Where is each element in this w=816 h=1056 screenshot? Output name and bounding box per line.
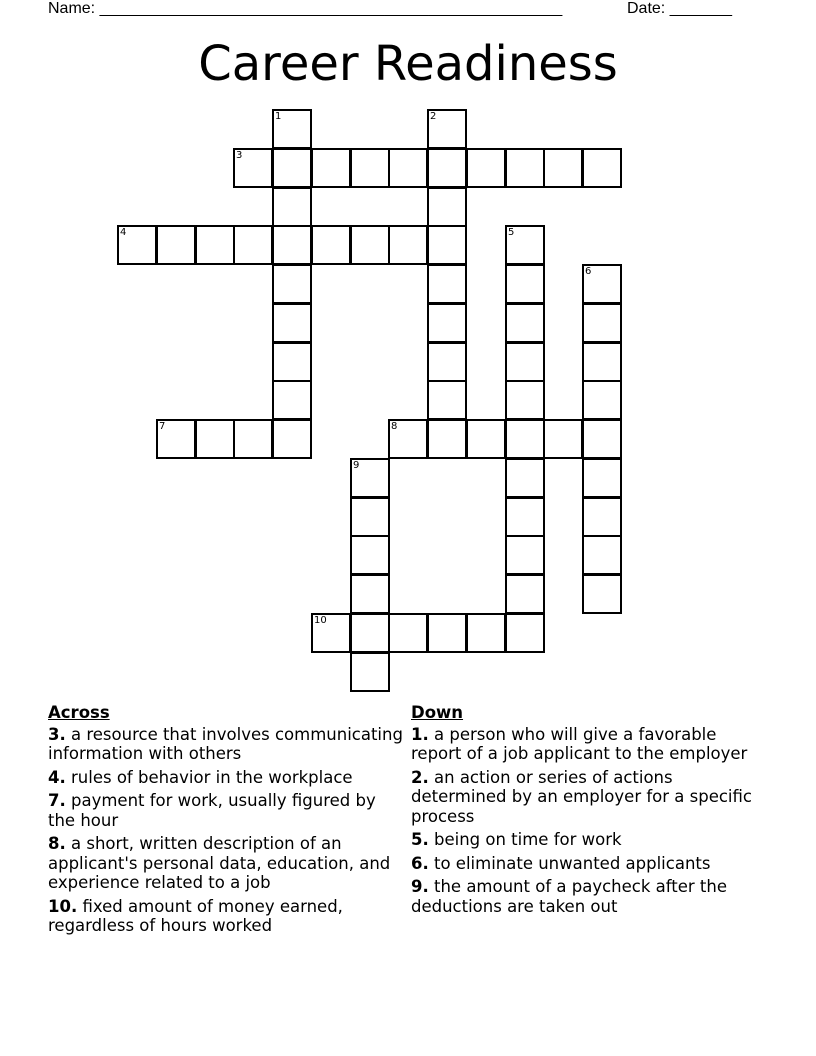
crossword-cell[interactable] [388,419,428,459]
crossword-cell[interactable] [272,264,312,304]
crossword-cell[interactable] [427,303,467,343]
crossword-cell[interactable] [350,458,390,498]
crossword-cell[interactable] [427,148,467,188]
crossword-cell[interactable] [117,225,157,265]
crossword-cell[interactable] [582,419,622,459]
crossword-cell[interactable] [272,303,312,343]
clue-number: 5. [411,830,429,849]
crossword-cell[interactable] [195,419,235,459]
clue-text: rules of behavior in the workplace [71,767,353,787]
crossword-cell[interactable] [272,187,312,227]
crossword-cell[interactable] [350,535,390,575]
crossword-cell[interactable] [466,419,506,459]
crossword-cell[interactable] [156,419,196,459]
cell-number: 2 [430,111,437,122]
crossword-cell[interactable] [156,225,196,265]
crossword-cell[interactable] [233,225,273,265]
clue-across [48,768,404,788]
clue-text: an action or series of actions determined by an employer for a specific process [411,767,752,826]
crossword-cell[interactable] [272,380,312,420]
clue-down [411,854,771,874]
crossword-cell[interactable] [233,148,273,188]
puzzle-title: Career Readiness [198,36,618,92]
crossword-cell[interactable] [582,497,622,537]
clue-number: 7. [48,791,66,810]
crossword-cell[interactable] [505,419,545,459]
cell-number: 1 [275,111,282,122]
clue-text: being on time for work [434,830,622,849]
crossword-cell[interactable] [311,225,351,265]
crossword-cell[interactable] [582,264,622,304]
clue-text: a person who will give a favorable report of a job applicant to the employer [411,724,748,763]
crossword-cell[interactable] [582,574,622,614]
down-heading: Down [411,703,464,722]
crossword-cell[interactable] [272,225,312,265]
clue-number: 1. [411,724,429,744]
crossword-cell[interactable] [582,303,622,343]
crossword-cell[interactable] [466,613,506,653]
crossword-cell[interactable] [543,419,583,459]
cell-number: 6 [585,266,592,277]
across-clues [48,703,404,940]
crossword-cell[interactable] [505,380,545,420]
clue-down [411,768,771,827]
crossword-cell[interactable] [233,419,273,459]
crossword-cell[interactable] [311,148,351,188]
crossword-cell[interactable] [427,187,467,227]
cell-number: 10 [314,615,327,626]
clue-text: payment for work, usually figured by the hour [48,791,376,830]
clue-number: 9. [411,877,429,896]
cell-number: 8 [391,421,398,432]
crossword-cell[interactable] [582,148,622,188]
clue-across [48,791,404,830]
crossword-cell[interactable] [466,148,506,188]
crossword-cell[interactable] [582,535,622,575]
crossword-cell[interactable] [505,264,545,304]
clue-down [411,725,771,764]
clue-number: 10. [48,896,78,916]
clue-text: to eliminate unwanted applicants [434,853,711,873]
cell-number: 7 [159,421,166,432]
date-field-line: Date: _______ [627,0,732,17]
crossword-cell[interactable] [543,148,583,188]
crossword-cell[interactable] [195,225,235,265]
crossword-cell[interactable] [311,613,351,653]
crossword-cell[interactable] [388,225,428,265]
clue-text: fixed amount of money earned, regardless of hours worked [48,896,343,935]
crossword-cell[interactable] [427,225,467,265]
crossword-cell[interactable] [272,342,312,382]
crossword-cell[interactable] [272,109,312,149]
crossword-cell[interactable] [505,148,545,188]
crossword-cell[interactable] [582,342,622,382]
crossword-cell[interactable] [388,613,428,653]
crossword-cell[interactable] [350,613,390,653]
across-heading: Across [48,703,110,722]
down-clues [411,703,771,920]
crossword-cell[interactable] [505,574,545,614]
clue-across [48,725,404,764]
crossword-cell[interactable] [427,613,467,653]
clue-across [48,834,404,893]
clue-text: a resource that involves communicating information with others [48,724,403,763]
crossword-cell[interactable] [350,497,390,537]
clue-text: a short, written description of an applicant's personal data, education, and experience related to a job [48,834,391,892]
cell-number: 4 [120,227,127,238]
clue-number: 4. [48,767,66,787]
crossword-cell[interactable] [350,148,390,188]
crossword-cell[interactable] [427,264,467,304]
clue-down [411,877,771,916]
crossword-cell[interactable] [427,342,467,382]
crossword-cell[interactable] [505,497,545,537]
cell-number: 9 [353,460,360,471]
crossword-cell[interactable] [272,419,312,459]
crossword-cell[interactable] [582,458,622,498]
crossword-cell[interactable] [505,458,545,498]
crossword-cell[interactable] [427,109,467,149]
crossword-cell[interactable] [272,148,312,188]
crossword-cell[interactable] [505,613,545,653]
crossword-cell[interactable] [388,148,428,188]
crossword-cell[interactable] [427,419,467,459]
crossword-cell[interactable] [505,535,545,575]
clue-text: the amount of a paycheck after the deductions are taken out [411,877,727,916]
clue-number: 3. [48,724,66,744]
crossword-cell[interactable] [505,225,545,265]
cell-number: 5 [508,227,515,238]
crossword-cell[interactable] [350,652,390,692]
crossword-cell[interactable] [582,380,622,420]
cell-number: 3 [236,150,243,161]
crossword-cell[interactable] [350,225,390,265]
clue-number: 8. [48,834,66,853]
crossword-cell[interactable] [505,342,545,382]
clue-across [48,897,404,936]
crossword-cell[interactable] [505,303,545,343]
crossword-cell[interactable] [427,380,467,420]
crossword-cell[interactable] [350,574,390,614]
name-field-line: Name: ____________________________________________________ [48,0,563,17]
clue-number: 6. [411,853,429,873]
clue-number: 2. [411,767,429,787]
clue-down [411,830,771,850]
